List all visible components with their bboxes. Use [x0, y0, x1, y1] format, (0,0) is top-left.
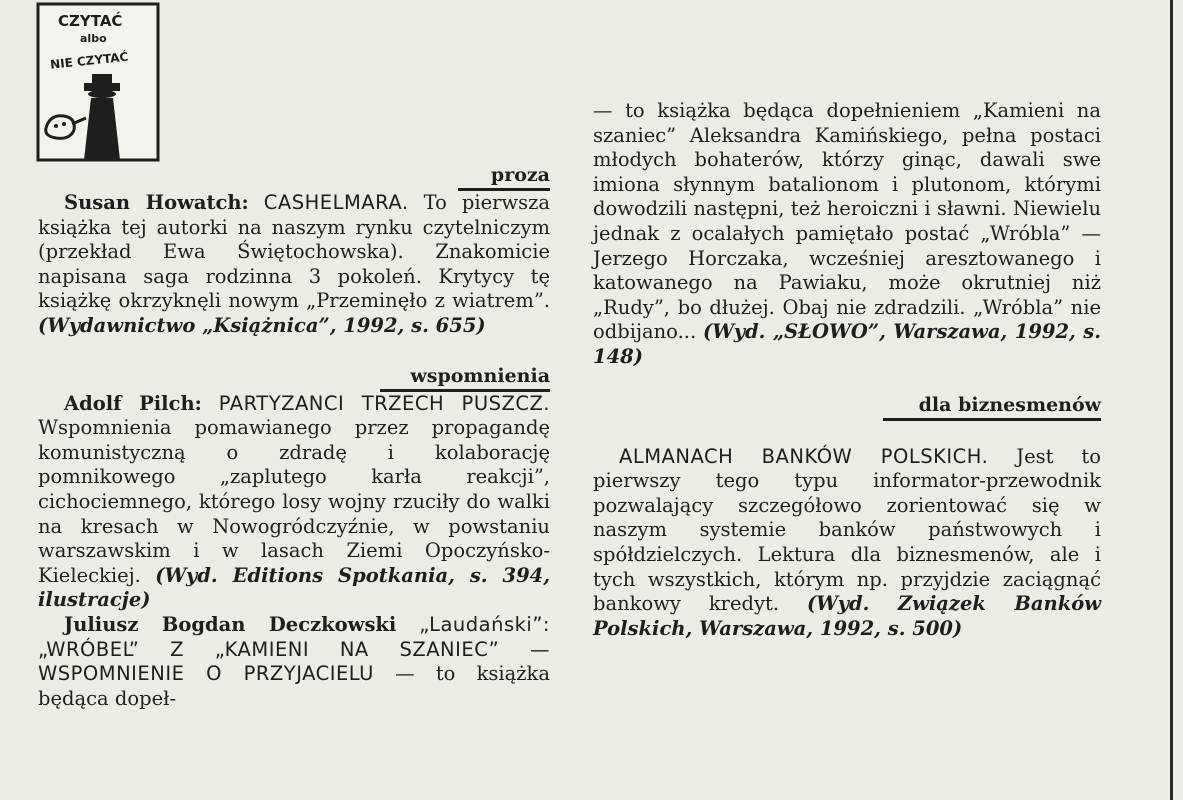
entry-publisher: (Wyd. „SŁOWO”, Warszawa, 1992, s. 148) — [593, 320, 1102, 368]
entry-body: — to książka będąca dopełnieniem „Kamieni na szaniec” Aleksandra Kamińskiego, pełna postaci młodych bohaterów, którzy ginąc, dawali swe imiona słynnym batalionom i plutonom, którymi dowodzili następni, też heroiczni i sławni. Niewielu jednak z ocalałych pamiętało postać „Wróbla” — Jerzego Horczaka, wcześniej aresztowanego i katowanego na Pawiaku, może okrutniej niż „Rudy”, bo dłużej. Obaj nie zdradzili. „Wróbla” nie odbijano... — [593, 99, 1101, 344]
entry-author: Susan Howatch: — [64, 191, 249, 214]
entry-body: To pierwsza książka tej autorki na naszym rynku czytelniczym (przekład Ewa Świętochowska). Znakomicie napisana saga rodzinna 3 pokoleń. Krytycy tę książkę okrzyknęli nowym „Przeminęło z wiatrem”. — [38, 191, 551, 313]
entry-publisher: (Wyd. Związek Banków Polskich, Warszawa, 1992, s. 500) — [593, 592, 1102, 640]
logo-line2: albo — [80, 32, 107, 45]
section-heading-dla-biznesmenow: dla biznesmenów — [593, 394, 1101, 421]
entry-wrobel — [38, 613, 550, 711]
entry-publisher: (Wydawnictwo „Książnica”, 1992, s. 655) — [38, 313, 486, 337]
entry-body: Wspomnienia pomawianego przez propagandę komunistyczną o zdradę i kolaborację pomnikowego „zaplutego karła reakcji”, cichociemnego, którego losy wojny rzuciły do walki na kresach w Nowogródczyźnie, w powstaniu warszawskim i w lasach Ziemi Opoczyńsko-Kieleckiej. — [38, 416, 550, 587]
entry-title: PARTYZANCI TRZECH PUSZCZ. — [218, 391, 551, 415]
entry-cashelmara — [38, 191, 550, 339]
right-column — [593, 99, 1101, 641]
spacer — [593, 370, 1101, 394]
left-column — [38, 164, 550, 711]
page-edge-line — [1170, 0, 1173, 800]
entry-body-start: — to książka będąca dopeł- — [38, 662, 550, 710]
entry-wrobel-continued — [593, 99, 1101, 370]
column-logo — [36, 2, 160, 162]
entry-almanach — [593, 445, 1101, 642]
reading-figure-icon — [36, 2, 160, 162]
entry-title: CASHELMARA. — [263, 191, 409, 214]
logo-line3: NIE CZYTAĆ — [49, 49, 129, 72]
spacer — [593, 421, 1101, 445]
section-heading-wspomnienia: wspomnienia — [38, 365, 550, 392]
entry-title: „Laudański”: „WRÓBEL” Z „KAMIENI NA SZANIEC” — WSPOMNIENIE O PRZYJACIELU — [38, 612, 550, 686]
spacer — [38, 339, 550, 365]
entry-publisher: (Wyd. Editions Spotkania, s. 394, ilustracje) — [38, 563, 550, 612]
entry-partyzanci — [38, 392, 550, 613]
logo-line1: CZYTAĆ — [58, 12, 123, 30]
entry-author: Adolf Pilch: — [64, 391, 202, 415]
section-heading-proza: proza — [38, 164, 550, 191]
entry-body: Jest to pierwszy tego typu informator-przewodnik pozwalający szczegółowo zorientować się w naszym systemie banków państwowych i spółdzielczych. Lektura dla biznesmenów, ale i tych wszystkich, którym np. przyjdzie zaciągnąć bankowy kredyt. — [593, 444, 1101, 616]
entry-author: Juliusz Bogdan Deczkowski — [64, 612, 397, 636]
entry-title: ALMANACH BANKÓW POLSKICH. — [619, 444, 989, 468]
